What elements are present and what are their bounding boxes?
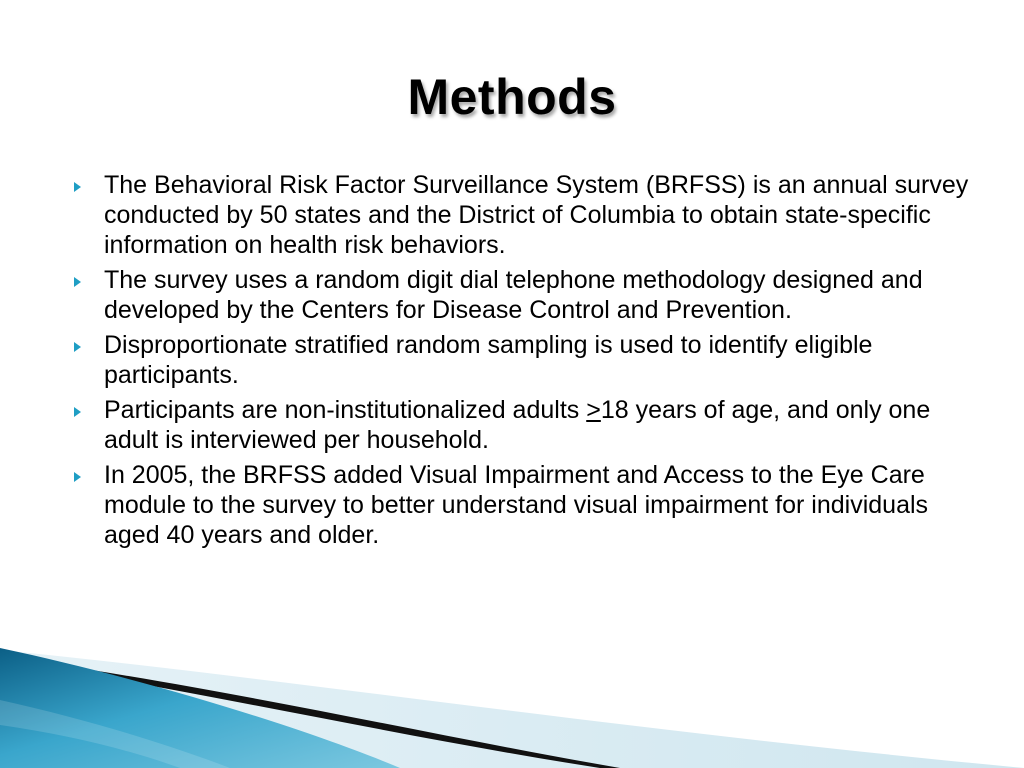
bullet-text: The survey uses a random digit dial telephone methodology designed and developed by the Centers for Disease Control and Prevention.	[104, 266, 923, 324]
bullet-item-4	[74, 395, 974, 455]
bullet-item-3	[74, 330, 974, 390]
bullet-text: Disproportionate stratified random sampling is used to identify eligible participants.	[104, 331, 873, 389]
slide-title: Methods	[407, 69, 617, 125]
bullet-text-pre: Participants are non-institutionalized adults	[104, 396, 587, 424]
bullet-text: In 2005, the BRFSS added Visual Impairment and Access to the Eye Care module to the survey to better understand visual impairment for individuals aged 40 years and older.	[104, 461, 929, 549]
bullet-item-2	[74, 265, 974, 325]
triangle-bullet-icon	[74, 182, 81, 192]
bullet-text: The Behavioral Risk Factor Surveillance System (BRFSS) is an annual survey conducted by 50 states and the District of Columbia to obtain state-specific information on health risk behaviors.	[104, 171, 969, 259]
greater-equal-symbol: >	[586, 396, 601, 424]
triangle-bullet-icon	[74, 472, 81, 482]
bullet-list	[74, 170, 974, 555]
triangle-bullet-icon	[74, 407, 81, 417]
triangle-bullet-icon	[74, 277, 81, 287]
triangle-bullet-icon	[74, 342, 81, 352]
bullet-item-1	[74, 170, 974, 260]
bullet-item-5	[74, 460, 974, 550]
decorative-swoosh	[0, 640, 1024, 768]
bullet-text-post: 18 years of age, and only one adult is interviewed per household.	[104, 396, 931, 454]
